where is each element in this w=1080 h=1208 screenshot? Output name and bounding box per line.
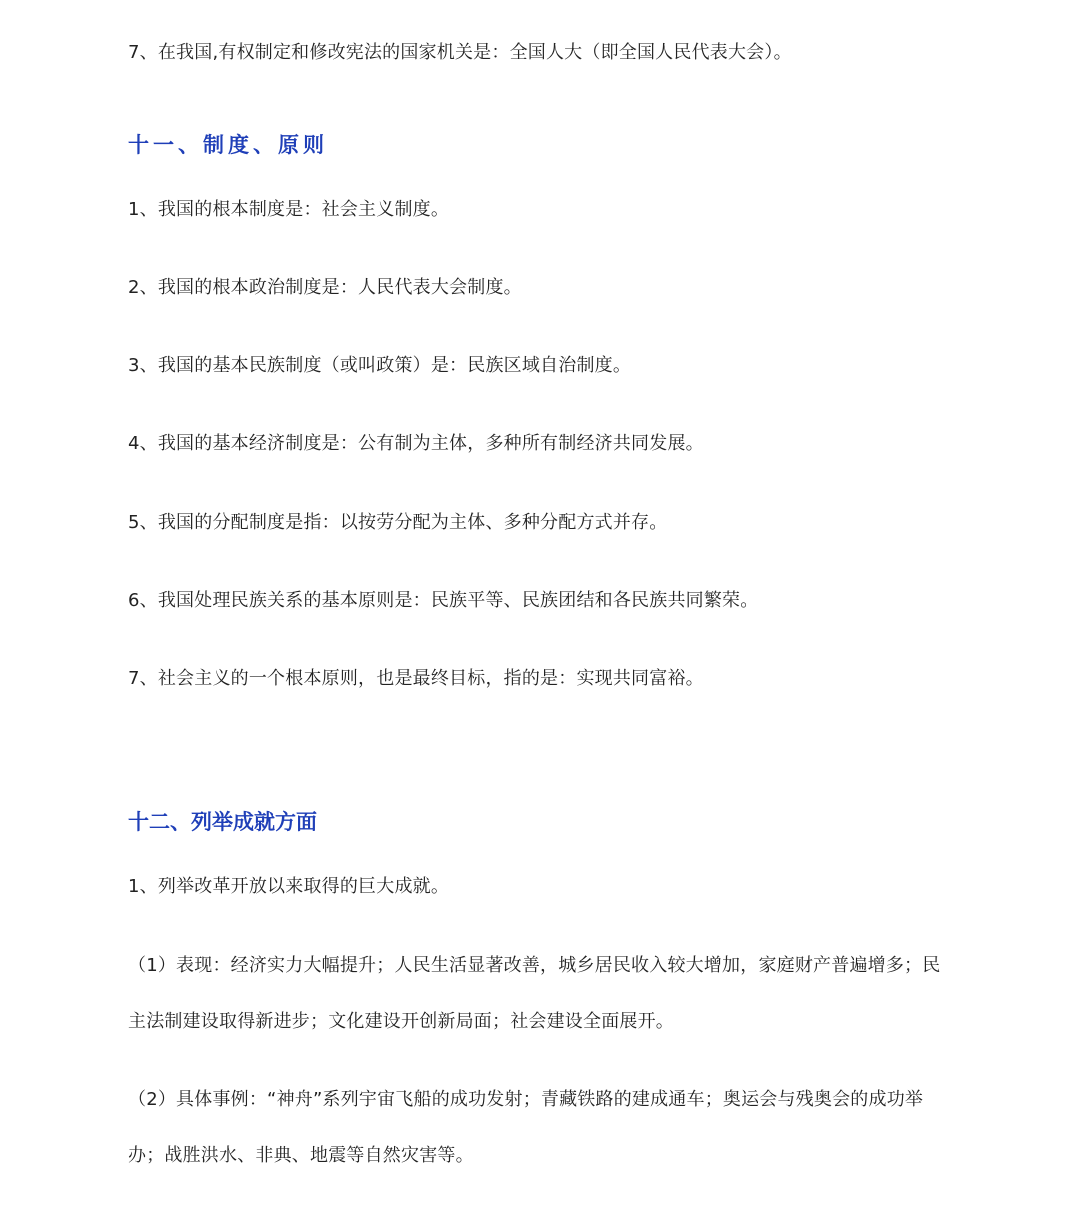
section-12-sub-2-line-1: （2）具体事例：“神舟”系列宇宙飞船的成功发射；青藏铁路的建成通车；奥运会与残奥会的成功举: [128, 1089, 924, 1110]
section-11-item-6: 6、我国处理民族关系的基本原则是：民族平等、民族团结和各民族共同繁荣。: [128, 590, 759, 611]
section-12-sub-1-line-2: 主法制建设取得新进步；文化建设开创新局面；社会建设全面展开。: [128, 1011, 674, 1032]
section-11-item-7: 7、社会主义的一个根本原则，也是最终目标，指的是：实现共同富裕。: [128, 668, 704, 689]
section-11-item-2: 2、我国的根本政治制度是：人民代表大会制度。: [128, 277, 522, 298]
section-12-sub-2-line-2: 办；战胜洪水、非典、地震等自然灾害等。: [128, 1145, 474, 1166]
section-11-item-1: 1、我国的根本制度是：社会主义制度。: [128, 199, 450, 220]
section-11-item-4: 4、我国的基本经济制度是：公有制为主体，多种所有制经济共同发展。: [128, 433, 704, 454]
section-11-item-3: 3、我国的基本民族制度（或叫政策）是：民族区域自治制度。: [128, 355, 632, 376]
section-12-item-1: 1、列举改革开放以来取得的巨大成就。: [128, 876, 450, 897]
section-11-item-5: 5、我国的分配制度是指：以按劳分配为主体、多种分配方式并存。: [128, 512, 668, 533]
section-12-sub-1-line-1: （1）表现：经济实力大幅提升；人民生活显著改善，城乡居民收入较大增加，家庭财产普遍增多；民: [128, 955, 941, 976]
section-12-heading: 十二、列举成就方面: [128, 810, 317, 834]
section-11-heading: 十一、制度、原则: [128, 133, 328, 157]
intro-item-7: 7、在我国,有权制定和修改宪法的国家机关是：全国人大（即全国人民代表大会）。: [128, 42, 792, 63]
